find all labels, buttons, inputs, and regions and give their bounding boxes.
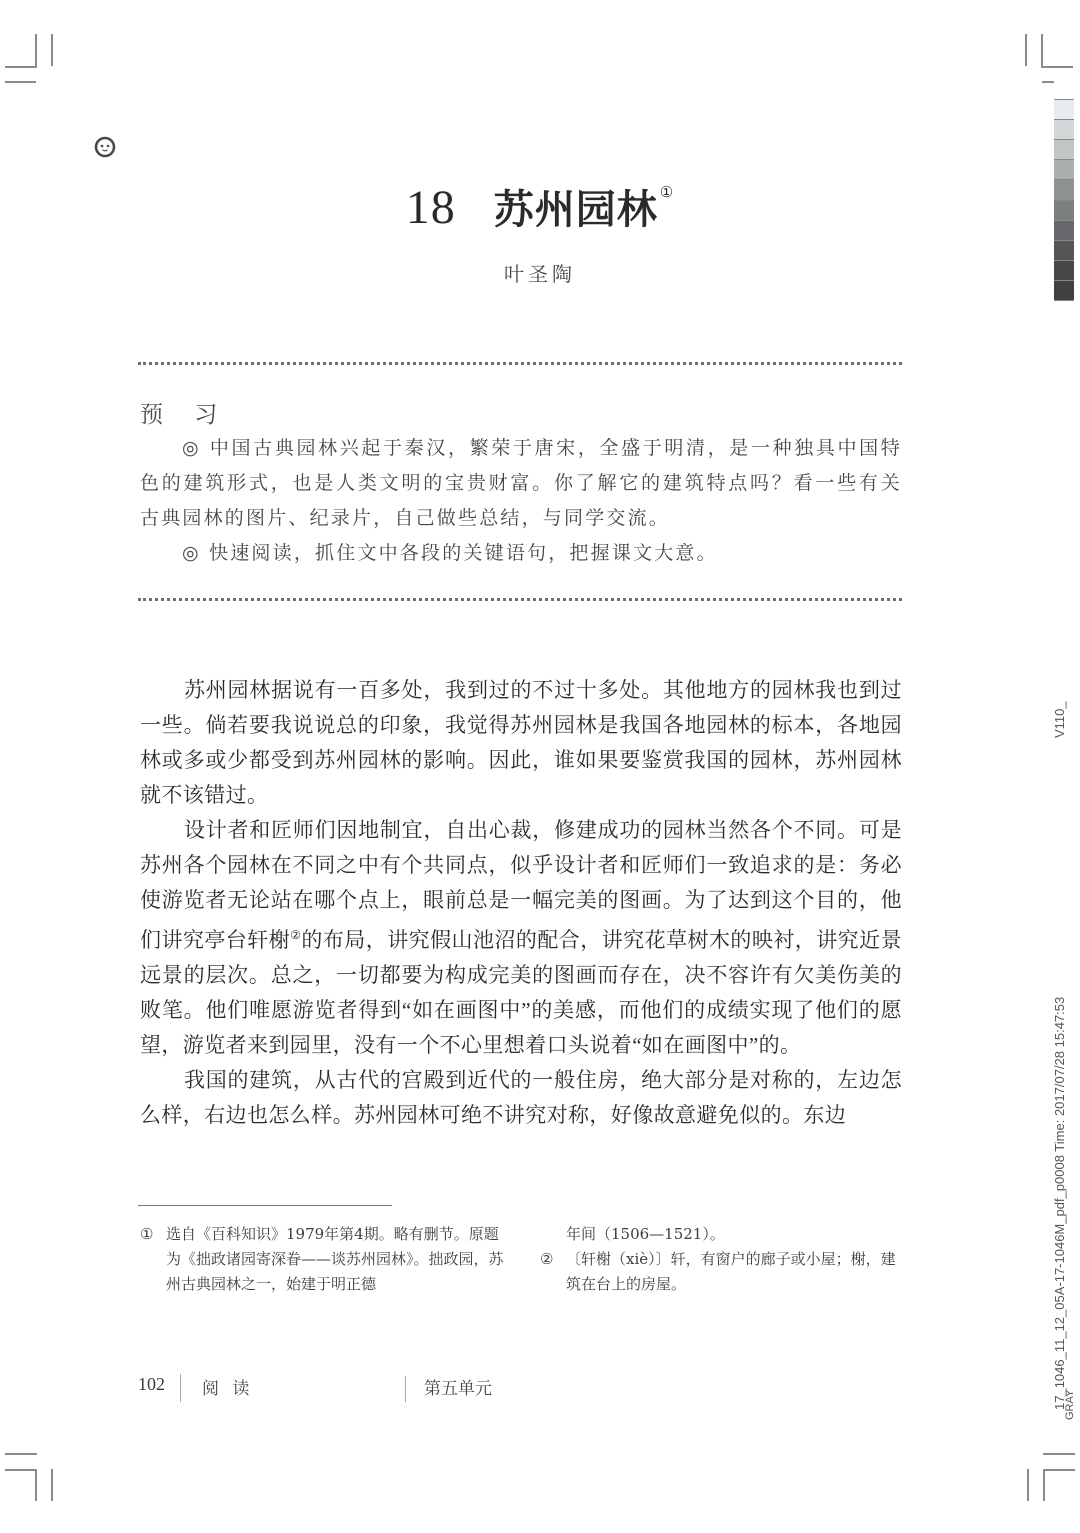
smiley-icon [94,136,116,158]
footnote-mark: ② [540,1250,554,1268]
crop-mark-top-left-v2 [51,34,53,66]
crop-mark-bottom-right-v1 [1027,1469,1029,1501]
title-text: 苏州园林 [493,187,658,233]
crop-mark-top-left-v1 [35,34,37,66]
crop-mark-top-right-v2 [1041,34,1043,66]
side-label-top: V110_ [1052,701,1067,738]
crop-mark-bottom-left-v2 [51,1469,53,1501]
title-footnote-mark[interactable]: ① [659,183,675,201]
footnote-1-continued: 年间（1506—1521）。 [566,1225,725,1243]
preview-item: ◎ 中国古典园林兴起于秦汉，繁荣于唐宋，全盛于明清，是一种独具中国特色的建筑形式，也是人类文明的宝贵财富。你了解它的建筑特点吗？看一些有关古典园林的图片、纪录片，自己做些总结，与同学交流。 [140,437,902,529]
crop-mark-top-right-v1 [1025,34,1027,66]
gray-scale-swatch [1054,120,1074,140]
gray-scale-swatch [1054,80,1074,100]
footer-unit: 第五单元 [424,1379,492,1399]
crop-mark-top-right-h1 [1041,66,1073,68]
side-label-bottom: 17_1046_11_12_05A-17-1046M_pdf_p0008 Time: 2017/07/28 15:47:53 [1052,996,1067,1410]
crop-mark-top-left-h2 [5,81,36,83]
lesson-title [0,178,1080,235]
crop-mark-bottom-left-h1 [5,1453,37,1455]
footnotes-right-column [540,1222,910,1297]
footnote-mark: ① [140,1225,154,1243]
divider-top [138,362,902,365]
crop-mark-bottom-right-h1 [1043,1453,1075,1455]
gray-scale-swatch [1054,140,1074,160]
footer-separator [405,1376,406,1402]
paragraph [140,813,902,1063]
footer-separator [180,1374,181,1402]
side-label-gray: GRAY [1064,1389,1076,1420]
footnote-text: 〔轩榭（xiè）〕轩，有窗户的廊子或小屋；榭，建筑在台上的房屋。 [566,1250,896,1293]
crop-mark-bottom-right-v2 [1043,1469,1045,1501]
footnote-1 [140,1222,506,1297]
lesson-number: 18 [405,181,456,234]
footer-section: 阅 读 [202,1379,254,1399]
footnote-2 [540,1247,910,1297]
crop-mark-bottom-right-h2 [1043,1469,1075,1471]
gray-scale-swatch [1054,100,1074,120]
paragraph-text: 的布局，讲究假山池沼的配合，讲究花草树木的映衬，讲究近景远景的层次。总之，一切都要为构成完美的图画而存在，决不容许有欠美伤美的败笔。他们唯愿游览者得到“如在画图中”的美感，而他们的成绩实现了他们的愿望，游览者来到园里，没有一个不心里想着口头说着“如在画图中”的。 [140,928,902,1057]
crop-mark-bottom-left-h2 [5,1469,37,1471]
paragraph: 苏州园林据说有一百多处，我到过的不过十多处。其他地方的园林我也到过一些。倘若要我说说总的印象，我觉得苏州园林是我国各地园林的标本，各地园林或多或少都受到苏州园林的影响。因此，谁如果要鉴赏我国的园林，苏州园林就不该错过。 [140,678,902,807]
paragraph: 我国的建筑，从古代的宫殿到近代的一般住房，绝大部分是对称的，左边怎么样，右边也怎么样。苏州园林可绝不讲究对称，好像故意避免似的。东边 [140,1068,902,1127]
footnote-rule [138,1205,392,1206]
crop-mark-top-left-h1 [5,66,37,68]
footnote-text: 选自《百科知识》1979年第4期。略有删节。原题为《拙政诸园寄深眷——谈苏州园林》。拙政园，苏州古典园林之一，始建于明正德 [166,1225,504,1293]
divider-bottom [138,598,902,601]
crop-mark-bottom-left-v1 [35,1469,37,1501]
inline-footnote-mark[interactable]: ② [290,928,302,942]
article-body [140,673,902,1133]
page-number: 102 [138,1374,165,1394]
preview-heading: 预 习 [140,402,230,428]
preview-item: ◎ 快速阅读，抓住文中各段的关键语句，把握课文大意。 [182,542,718,564]
preview-section [140,431,902,571]
crop-mark-top-right-h2 [1042,81,1054,83]
author: 叶圣陶 [504,262,576,286]
paragraph-text: 设计者和匠师们因地制宜，自出心裁，修建成功的园林当然各个不同。可是苏州各个园林在不同之中有个共同点，似乎设计者和匠师们一致追求的是：务必使游览者无论站在哪个点上，眼前总是一幅完美的图画。为了达到这个目的，他们讲究亭台轩榭 [140,818,902,952]
